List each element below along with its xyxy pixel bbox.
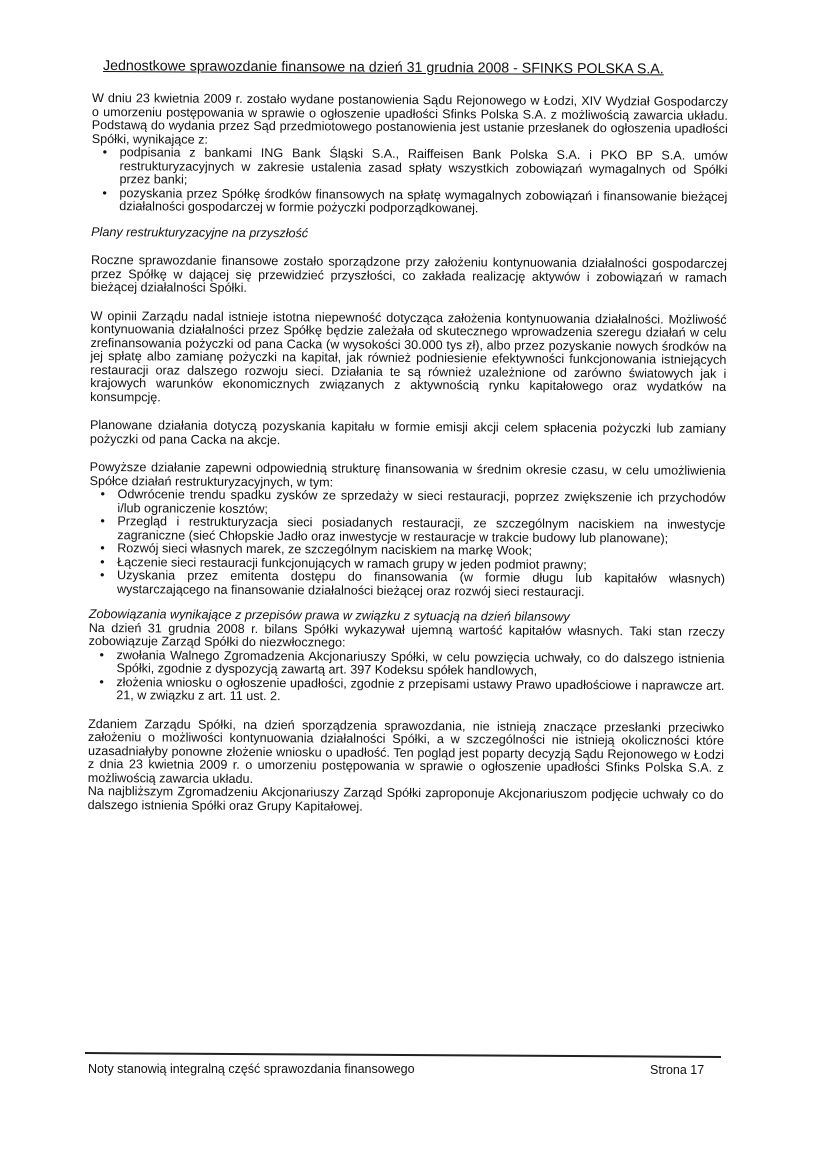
paragraph-court-decision: W dniu 23 kwietnia 2009 r. zostało wydane postanowienia Sądu Rejonowego w Łodzi, XIV Wydział Gospodarczy o umorzeniu postępowania w sprawie o ogłoszenie upadłości Sfinks Polska S.A. z możliwością zawarcia układu. Podstawą do wydania przez Sąd przedmiotowego postanowienia jest ustanie przesłanek do ogłoszenia upadłości Spółki, wynikające z: [91, 91, 728, 147]
paragraph-management-view: Zdaniem Zarządu Spółki, na dzień sporządzenia sprawozdania, nie istnieją znaczące przesłanki przeciwko założeniu o możliwości kontynuowania działalności Spółki, a w szczególności nie istnieją okoliczności które uzasadniałyby ponowne złożenie wniosku o upadłość. Ten pogląd jest poparty decyzją Sądu Rejonowego w Łodzi z dnia 23 kwietnia 2009 r. o umorzeniu postępowania w sprawie o ogłoszenie upadłości Sfinks Polska S.A. z możliwością zawarcia układu. [87, 716, 725, 786]
section-heading-legal-obligations: Zobowiązania wynikające z przepisów prawa w związku z sytuacją na dzień bilansowy [88, 606, 570, 624]
paragraph-negative-equity: Na dzień 31 grudnia 2008 r. bilans Spółki wykazywał ujemną wartość kapitałów własnych. Taki stan rzeczy zobowiązuje Zarząd Spółki do niezwłocznego: [88, 620, 725, 650]
list-decision-reasons [91, 146, 727, 217]
paragraph-financing-structure: Powyższe działanie zapewni odpowiednią strukturę finansowania w średnim okresie czasu, w celu umożliwienia Spółce działań restrukturyzacyjnych, w tym: [89, 459, 726, 489]
list-item: • złożenia wniosku o ogłoszenie upadłości, zgodnie z przepisami ustawy Prawo upadłościowe i naprawcze art. 21, w związku z art. 11 ust. 2. [88, 675, 724, 706]
page-header-title: Jednostkowe sprawozdanie finansowe na dzień 31 grudnia 2008 - SFINKS POLSKA S.A. [102, 58, 664, 78]
list-item: • podpisania z bankami ING Bank Śląski S.A., Raiffeisen Bank Polska S.A. i PKO BP S.A. umów restrukturyzacyjnych w zakresie ustalenia zasad spłaty wszystkich zobowiązań wymagalnych od Spółki przez banki; [91, 146, 727, 190]
list-item: • zwołania Walnego Zgromadzenia Akcjonariuszy Spółki, w celu powzięcia uchwały, co do dalszego istnienia Spółki, zgodnie z dyspozycją zawartą art. 397 Kodeksu spółek handlowych, [88, 648, 724, 679]
section-heading-restructuring-plans: Plany restrukturyzacyjne na przyszłość [91, 224, 309, 240]
footer-divider [85, 1052, 721, 1058]
list-item: • Odwrócenie trendu spadku zysków ze sprzedaży w sieci restauracji, poprzez zwiększenie ich przychodów i/lub ograniczenie kosztów; [89, 488, 725, 519]
list-restructuring-actions [89, 488, 726, 600]
list-item: • pozyskania przez Spółkę środków finansowych na spłatę wymagalnych zobowiązań i finansowanie bieżącej działalności gospodarczej w formie pożyczki podporządkowanej. [91, 186, 727, 217]
paragraph-management-opinion: W opinii Zarządu nadal istnieje istotna niepewność dotycząca założenia kontynuowania działalności. Możliwość kontynuowania działalności przez Spółkę będzie zależała od skutecznego wprowadzenia szeregu działań w celu zrefinansowania pożyczki od pana Cacka (w wysokości 30.000 tys zł), albo przez pozyskanie nowych środków na jej spłatę albo zamianę pożyczki na kapitał, jak również podniesienie efektywności funkcjonowania istniejących restauracji oraz dalszego rozwoju sieci. Działania te są również uzależnione od zarówno światowych jak i krajowych warunków ekonomicznych związanych z aktywnością rynku kapitałowego oraz wydatków na konsumpcję. [90, 308, 727, 404]
page-number: Strona 17 [650, 1063, 705, 1077]
list-item: • Uzyskania przez emitenta dostępu do finansowania (w formie długu lub kapitałów własnych) wystarczającego na finansowanie działalności bieżącej oraz rozwój sieci restauracji. [89, 569, 725, 600]
list-legal-obligations [88, 648, 724, 706]
list-item: • Rozwój sieci własnych marek, ze szczególnym naciskiem na markę Wook; [89, 542, 725, 559]
list-item: • Łączenie sieci restauracji funkcjonujących w ramach grupy w jeden podmiot prawny; [89, 555, 725, 572]
paragraph-planned-actions: Planowane działania dotyczą pozyskania kapitału w formie emisji akcji celem spłacenia pożyczki lub zamiany pożyczki od pana Cacka na akcje. [89, 417, 726, 447]
document-body [88, 92, 728, 816]
paragraph-going-concern: Roczne sprawozdanie finansowe zostało sporządzone przy założeniu kontynuowania działalności gospodarczej przez Spółkę w dającej się przewidzieć przyszłości, co zakłada realizację aktywów i zobowiązań w ramach bieżącej działalności Spółki. [90, 252, 728, 295]
footer-note: Noty stanowią integralną część sprawozdania finansowego [88, 1062, 415, 1076]
paragraph-next-meeting: Na najbliższym Zgromadzeniu Akcjonariuszy Zarząd Spółki zaproponuje Akcjonariuszom podjęcie uchwały co do dalszego istnienia Spółki oraz Grupy Kapitałowej. [87, 783, 724, 814]
list-item: • Przegląd i restrukturyzacja sieci posiadanych restauracji, ze szczególnym naciskiem na inwestycje zagraniczne (sieć Chłopskie Jadło oraz inwestycje w restauracje w trakcie budowy lub planowane); [89, 515, 725, 546]
